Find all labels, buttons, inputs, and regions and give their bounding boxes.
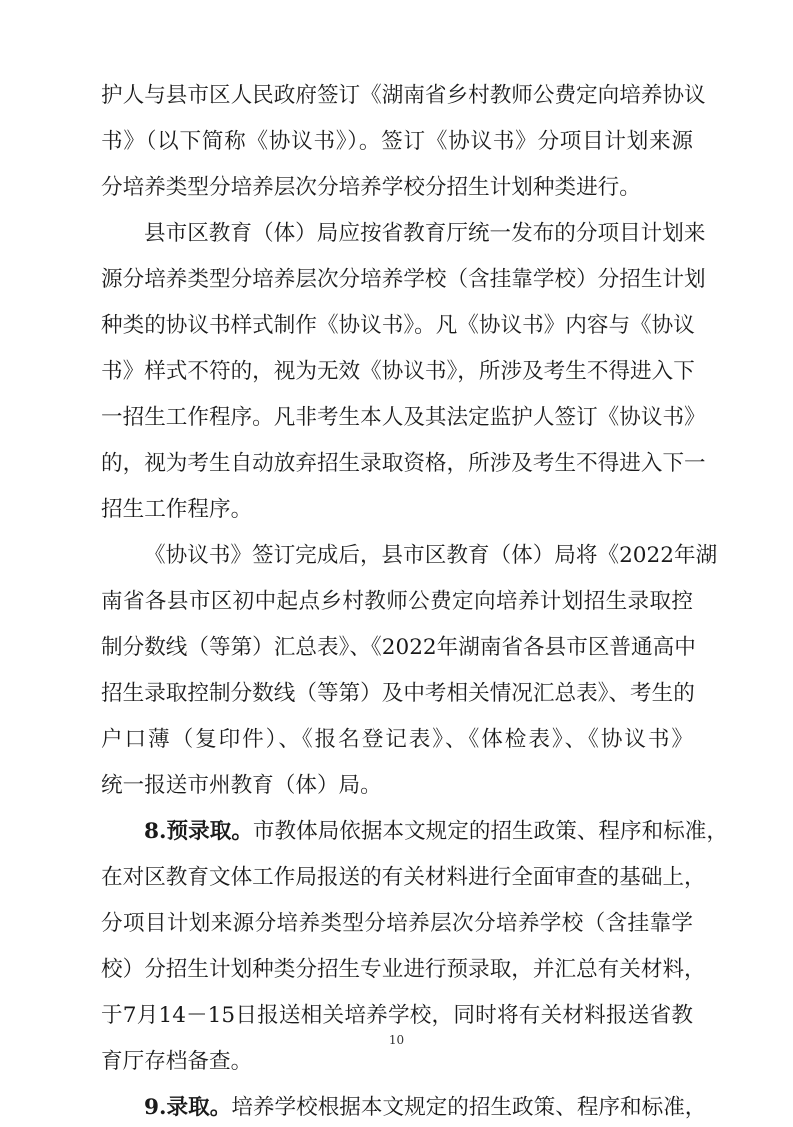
text-line: 《协议书》签订完成后，县市区教育（体）局将《2022年湖 bbox=[144, 543, 718, 568]
text-line: 一招生工作程序。凡非考生本人及其法定监护人签订《协议书》 bbox=[101, 405, 706, 430]
text-line: 的，视为考生自动放弃招生录取资格，所涉及考生不得进入下一 bbox=[101, 451, 706, 476]
text-span: 市教体局依据本文规定的招生政策、程序和标准， bbox=[252, 819, 728, 844]
text-line: 招生工作程序。 bbox=[101, 497, 253, 522]
text-line: 校）分招生计划种类分招生专业进行预录取，并汇总有关材料， bbox=[101, 957, 706, 982]
text-line: 制分数线（等第）汇总表》、《2022年湖南省各县市区普通高中 bbox=[101, 635, 696, 660]
text-line: 南省各县市区初中起点乡村教师公费定向培养计划招生录取控 bbox=[101, 589, 693, 614]
text-line: 招生录取控制分数线（等第）及中考相关情况汇总表》、考生的 bbox=[101, 681, 695, 706]
section-heading: 9.录取。 bbox=[144, 1095, 232, 1120]
text-line: 书》样式不符的，视为无效《协议书》，所涉及考生不得进入下 bbox=[101, 359, 695, 384]
text-line: 育厅存档备查。 bbox=[101, 1049, 253, 1074]
text-line: 于7月14－15日报送相关培养学校，同时将有关材料报送省教 bbox=[101, 1003, 693, 1028]
text-line: 统一报送市州教育（体）局。 bbox=[101, 773, 382, 798]
text-line: 分项目计划来源分培养类型分培养层次分培养学校（含挂靠学 bbox=[101, 911, 693, 936]
text-line: 源分培养类型分培养层次分培养学校（含挂靠学校）分招生计划 bbox=[101, 267, 706, 292]
text-line: 分培养类型分培养层次分培养学校分招生计划种类进行。 bbox=[101, 175, 641, 200]
text-line: 种类的协议书样式制作《协议书》。凡《协议书》内容与《协议 bbox=[101, 313, 695, 338]
text-line: 县市区教育（体）局应按省教育厅统一发布的分项目计划来 bbox=[144, 221, 706, 246]
text-line: 书》（以下简称《协议书》）。签订《协议书》分项目计划来源 bbox=[101, 129, 693, 154]
text-line: 户口薄（复印件）、《报名登记表》、《体检表》、《协议书》 bbox=[101, 727, 693, 752]
text-line bbox=[144, 1089, 707, 1127]
text-line: 在对区教育文体工作局报送的有关材料进行全面审查的基础上， bbox=[101, 865, 706, 890]
page-number: 10 bbox=[388, 1033, 405, 1047]
section-heading: 8.预录取。 bbox=[144, 819, 253, 844]
text-line: 护人与县市区人民政府签订《湖南省乡村教师公费定向培养协议 bbox=[101, 83, 706, 108]
text-span: 培养学校根据本文规定的招生政策、程序和标准， bbox=[231, 1095, 707, 1120]
